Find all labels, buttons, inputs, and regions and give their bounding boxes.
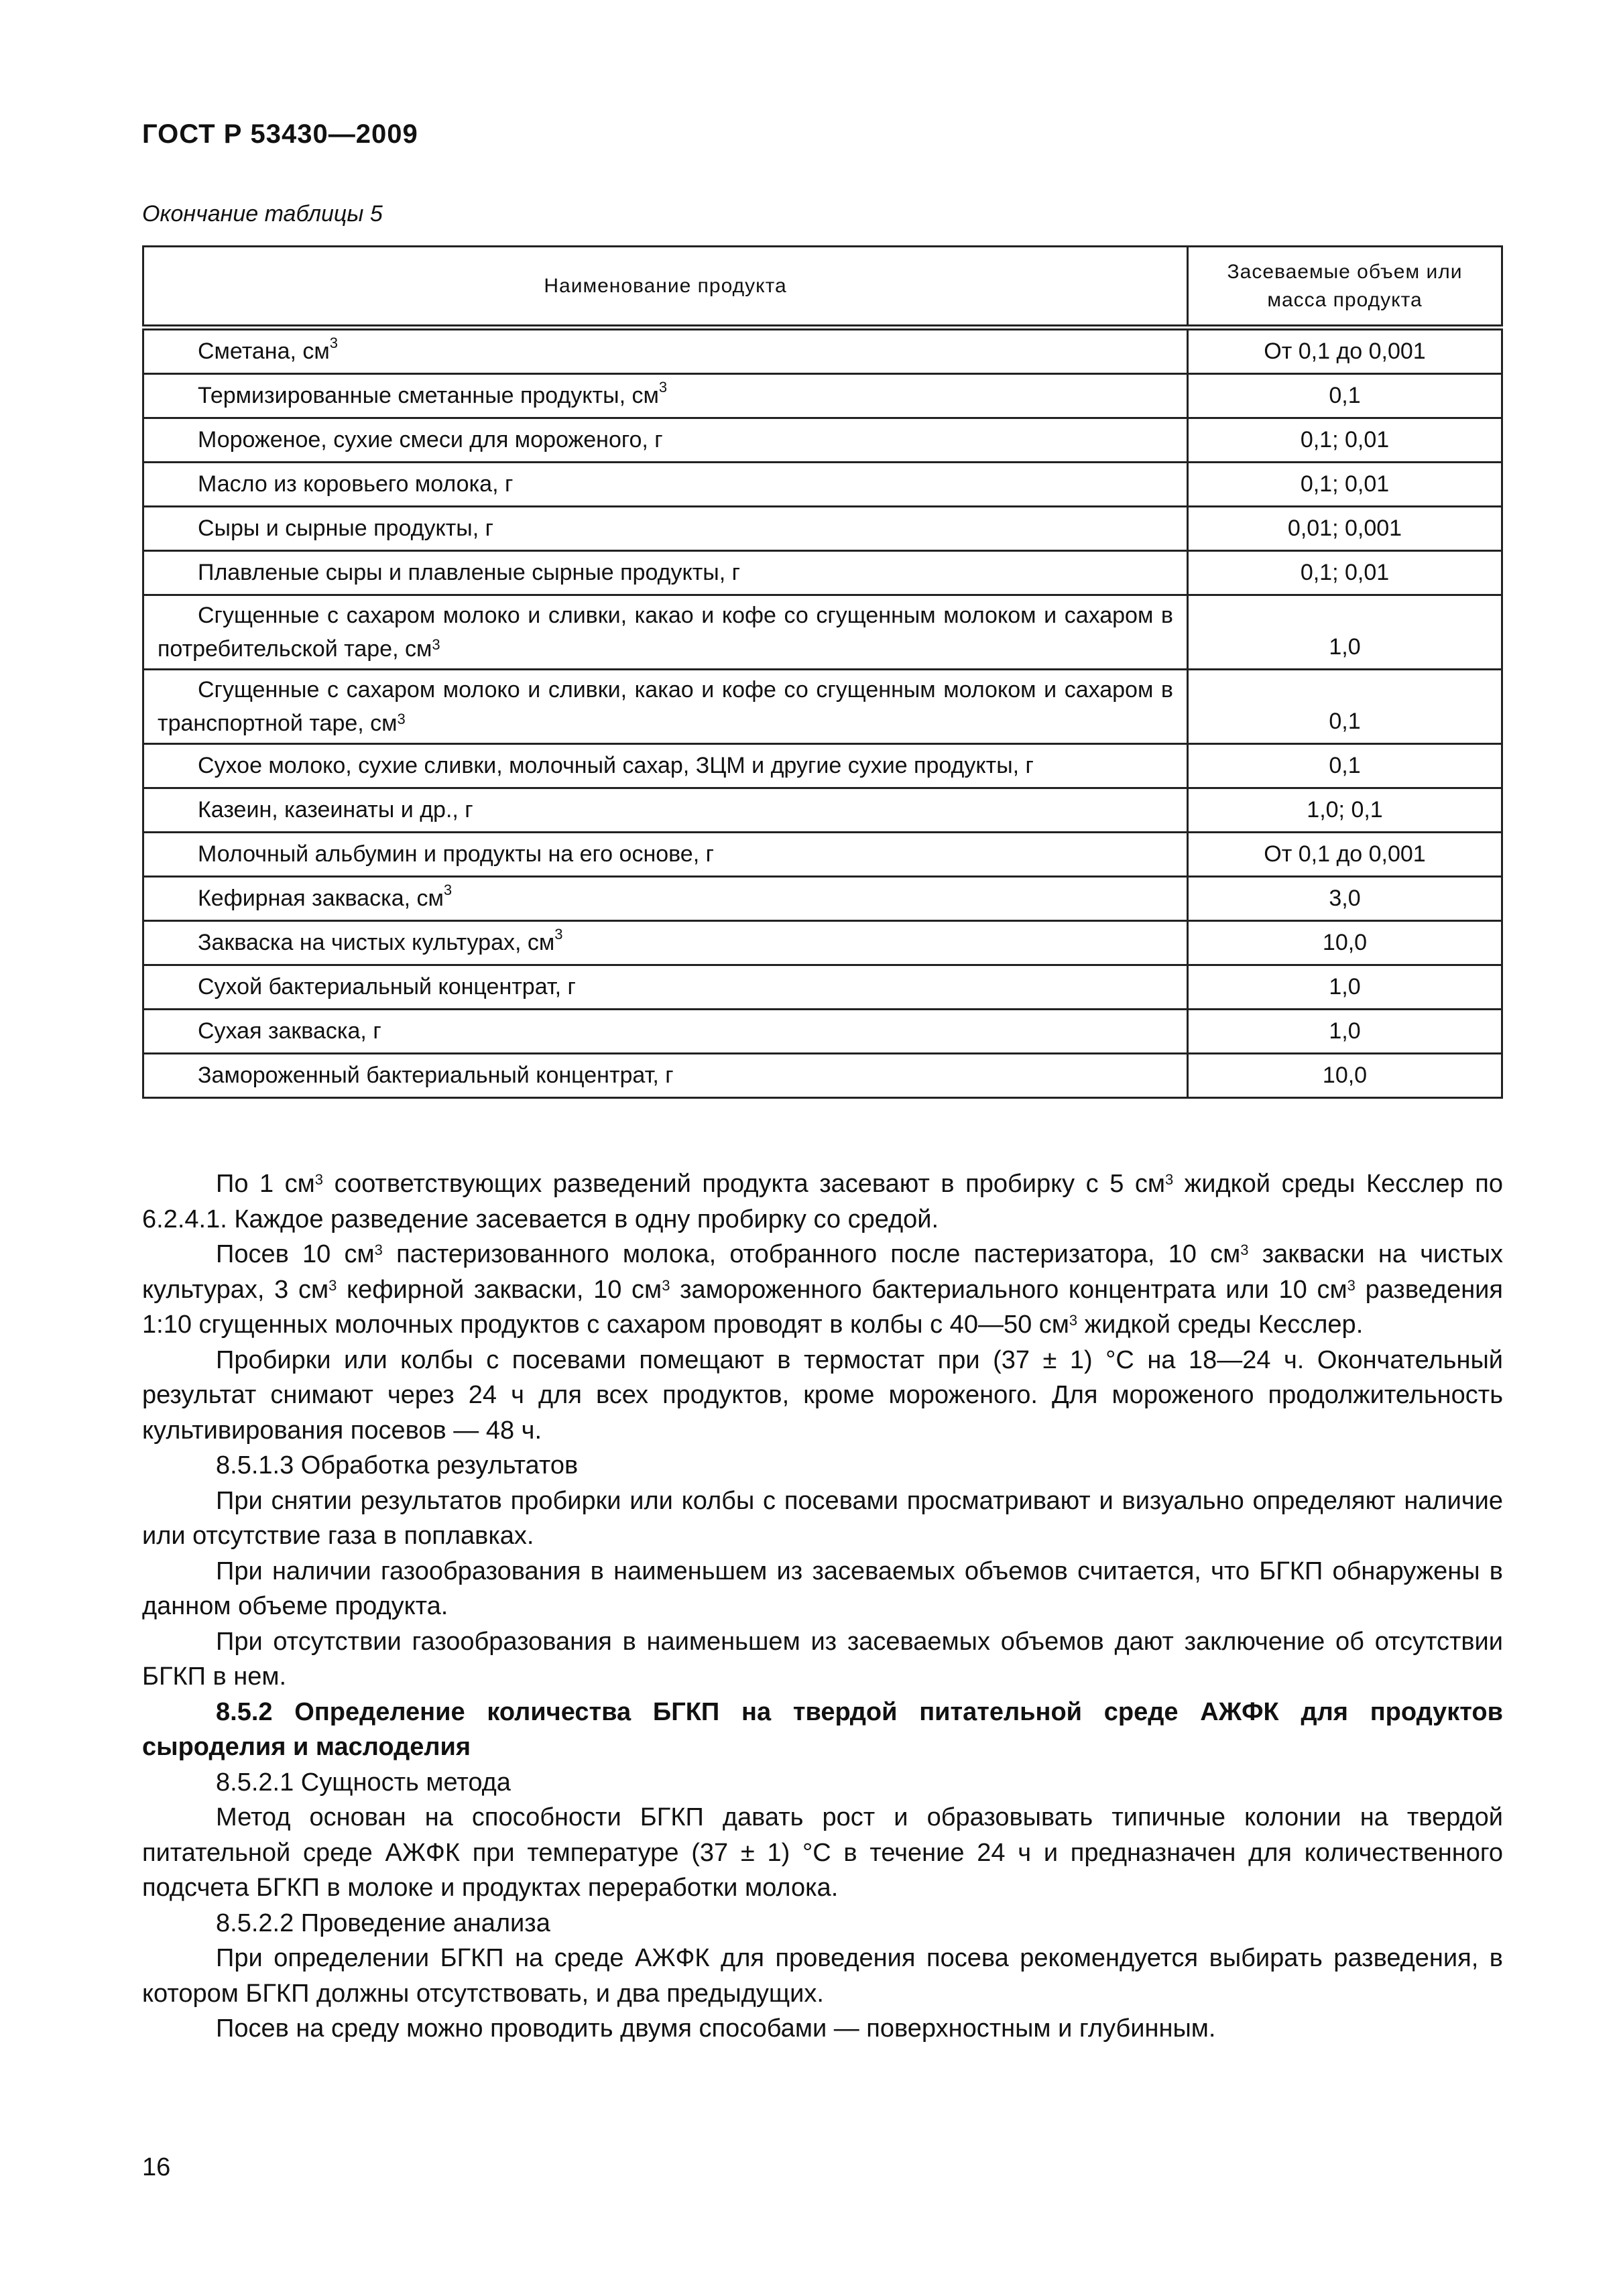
volume-cell: 0,1; 0,01 — [1188, 463, 1502, 507]
subsection-heading: 8.5.2.1 Сущность метода — [216, 1768, 511, 1797]
product-name: Сгущенные с сахаром молоко и сливки, какао и кофе со сгущенным молоком и сахаром в потребительской таре, см — [158, 603, 1173, 662]
paragraph: При отсутствии газообразования в наименьшем из засеваемых объемов дают заключение об отсутствии БГКП в нем. — [142, 1627, 1503, 1691]
table-row — [143, 595, 1502, 670]
section-heading: 8.5.2 Определение количества БГКП на твердой питательной среде АЖФК для продуктов сыроделия и маслоделия — [142, 1697, 1503, 1761]
table-row — [143, 374, 1502, 418]
product-name-cell — [143, 744, 1188, 788]
volume-cell: От 0,1 до 0,001 — [1188, 833, 1502, 877]
table-row — [143, 551, 1502, 595]
volume-cell: 0,1 — [1188, 744, 1502, 788]
product-name: Масло из коровьего молока, г — [198, 471, 514, 497]
table-row — [143, 877, 1502, 921]
product-name: Сухое молоко, сухие сливки, молочный сахар, ЗЦМ и другие сухие продукты, г — [198, 753, 1034, 778]
volume-cell: 1,0 — [1188, 1010, 1502, 1054]
column-header-volume-text: Засеваемые объем или масса продукта — [1227, 260, 1463, 311]
volume-cell: 1,0 — [1188, 965, 1502, 1010]
superscript: 3 — [443, 882, 453, 898]
product-name: Сметана, см — [198, 339, 330, 364]
product-table — [142, 245, 1503, 1099]
product-name: Сгущенные с сахаром молоко и сливки, какао и кофе со сгущенным молоком и сахаром в транспортной таре, см — [158, 677, 1173, 736]
superscript: 3 — [658, 379, 668, 396]
paragraph: При снятии результатов пробирки или колбы с посевами просматривают и визуально определяют наличие или отсутствие газа в поплавках. — [142, 1486, 1503, 1550]
table-row — [143, 1010, 1502, 1054]
paragraph: По 1 $см^3$ соответствующих разведений продукта засевают в пробирку с 5 $см^3$ жидкой среды Кесслер по 6.2.4.1. Каждое разведение засевается в одну пробирку со средой. — [142, 1170, 1503, 1233]
table-row — [143, 507, 1502, 551]
volume-cell: 0,1 — [1188, 374, 1502, 418]
product-name-cell — [143, 328, 1188, 374]
table-row — [143, 788, 1502, 833]
product-name: Сухая закваска, г — [198, 1018, 381, 1044]
product-name: Казеин, казеинаты и др., г — [198, 797, 473, 823]
product-name: Сыры и сырные продукты, г — [198, 516, 494, 541]
superscript: 3 — [329, 335, 339, 351]
product-name: Кефирная закваска, см — [198, 886, 444, 911]
product-name: Термизированные сметанные продукты, см — [198, 383, 659, 408]
product-name-cell — [143, 788, 1188, 833]
page-number: 16 — [142, 2153, 171, 2181]
volume-cell: 10,0 — [1188, 921, 1502, 965]
product-name-cell — [143, 1010, 1188, 1054]
product-name-cell — [143, 1054, 1188, 1098]
product-name-cell — [143, 418, 1188, 463]
table-row — [143, 744, 1502, 788]
product-name-cell — [143, 463, 1188, 507]
table-row — [143, 418, 1502, 463]
volume-cell: 0,1; 0,01 — [1188, 551, 1502, 595]
paragraph: При наличии газообразования в наименьшем из засеваемых объемов считается, что БГКП обнаружены в данном объеме продукта. — [142, 1557, 1503, 1620]
table-header-row — [143, 247, 1502, 328]
volume-cell: 0,01; 0,001 — [1188, 507, 1502, 551]
document-code: ГОСТ Р 53430—2009 — [142, 119, 418, 149]
table-row — [143, 833, 1502, 877]
paragraph: Пробирки или колбы с посевами помещают в термостат при (37 ± 1) °С на 18—24 ч. Окончательный результат снимают через 24 ч для всех продуктов, кроме мороженого. Для мороженого продолжительность культивирования посевов — 48 ч. — [142, 1345, 1503, 1445]
column-header-product: Наименование продукта — [143, 247, 1188, 328]
subsection-heading: 8.5.1.3 Обработка результатов — [216, 1451, 579, 1479]
table-row — [143, 328, 1502, 374]
table-row — [143, 1054, 1502, 1098]
table-row — [143, 463, 1502, 507]
paragraph: Посев 10 $см^3$ пастеризованного молока, отобранного после пастеризатора, 10 $см^3$ закваски на чистых культурах, 3 $см^3$ кефирной закваски, 10 $см^3$ замороженного бактериального концентрата или 10 $см^3$ разведения 1:10 сгущенных молочных продуктов с сахаром проводят в колбы с 40—50 $см^3$ жидкой среды Кесслер. — [142, 1240, 1504, 1339]
product-name: Плавленые сыры и плавленые сырные продукты, г — [198, 560, 741, 585]
table-row — [143, 670, 1502, 744]
product-name: Сухой бактериальный концентрат, г — [198, 974, 576, 1000]
volume-cell: 10,0 — [1188, 1054, 1502, 1098]
table-row — [143, 965, 1502, 1010]
subsection-heading: 8.5.2.2 Проведение анализа — [216, 1909, 550, 1937]
volume-cell: 1,0 — [1188, 595, 1502, 670]
product-name-cell — [143, 833, 1188, 877]
superscript: 3 — [432, 636, 440, 653]
body-text — [142, 1166, 1503, 2047]
product-name: Молочный альбумин и продукты на его основе, г — [198, 841, 715, 867]
volume-cell: 1,0; 0,1 — [1188, 788, 1502, 833]
product-name-cell — [143, 551, 1188, 595]
product-name-cell — [143, 595, 1188, 670]
superscript: 3 — [554, 926, 563, 943]
column-header-volume — [1188, 247, 1502, 328]
superscript: 3 — [397, 711, 406, 727]
volume-cell: От 0,1 до 0,001 — [1188, 328, 1502, 374]
volume-cell: 0,1; 0,01 — [1188, 418, 1502, 463]
product-name-cell — [143, 965, 1188, 1010]
product-name-cell — [143, 877, 1188, 921]
product-name: Замороженный бактериальный концентрат, г — [198, 1063, 674, 1088]
product-name-cell — [143, 670, 1188, 744]
paragraph: При определении БГКП на среде АЖФК для проведения посева рекомендуется выбирать разведения, в котором БГКП должны отсутствовать, и два предыдущих. — [142, 1944, 1503, 2008]
product-name-cell — [143, 921, 1188, 965]
paragraph: Посев на среду можно проводить двумя способами — поверхностным и глубинным. — [216, 2014, 1216, 2043]
volume-cell: 0,1 — [1188, 670, 1502, 744]
paragraph: Метод основан на способности БГКП давать рост и образовывать типичные колонии на твердой питательной среде АЖФК при температуре (37 ± 1) °С в течение 24 ч и предназначен для количественного подсчета БГКП в молоке и продуктах переработки молока. — [142, 1803, 1503, 1902]
product-name-cell — [143, 374, 1188, 418]
product-name: Мороженое, сухие смеси для мороженого, г — [198, 427, 663, 452]
table-caption: Окончание таблицы 5 — [142, 201, 383, 227]
product-name: Закваска на чистых культурах, см — [198, 930, 555, 955]
product-name-cell — [143, 507, 1188, 551]
table-row — [143, 921, 1502, 965]
volume-cell: 3,0 — [1188, 877, 1502, 921]
